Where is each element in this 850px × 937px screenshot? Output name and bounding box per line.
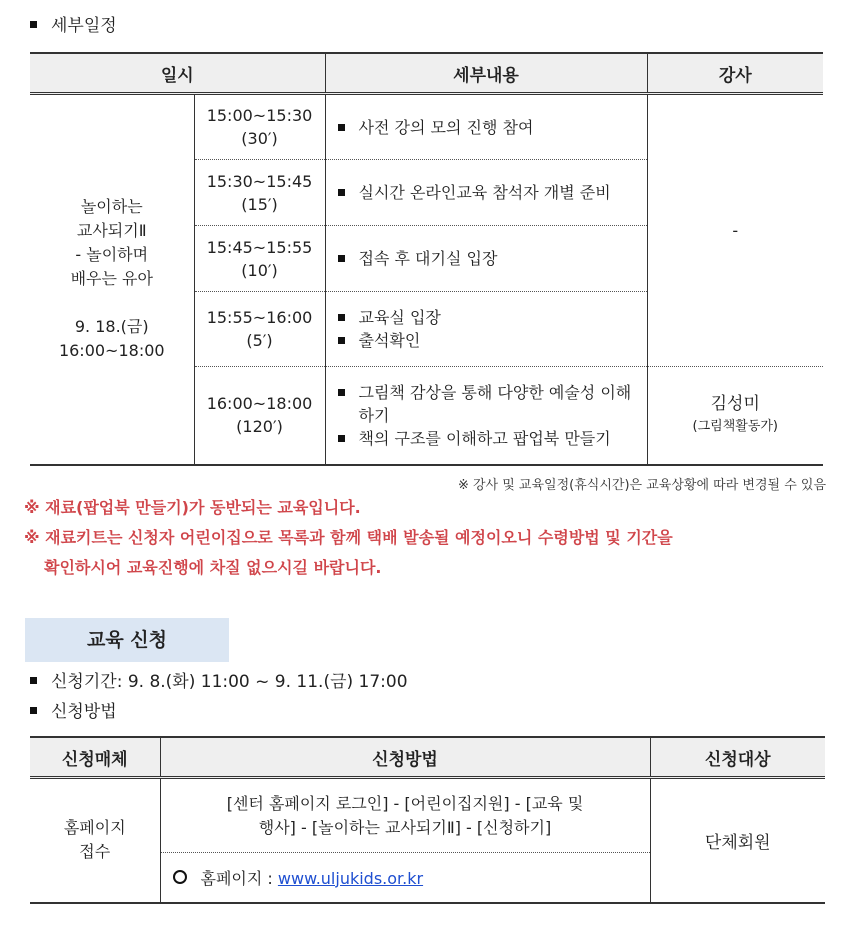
time-cell: 15:00~15:30 (30′) <box>194 94 325 160</box>
content-cell: 그림책 감상을 통해 다양한 예술성 이해하기 책의 구조를 이해하고 팝업북 만들기 <box>325 367 647 465</box>
content-cell: 접속 후 대기실 입장 <box>325 226 647 292</box>
table-row <box>30 778 825 853</box>
header-target: 신청대상 <box>650 737 825 778</box>
header-datetime: 일시 <box>30 53 325 94</box>
apply-header-row <box>30 737 825 778</box>
content-cell: 실시간 온라인교육 참석자 개별 준비 <box>325 160 647 226</box>
apply-method-label: 신청방법 <box>30 700 117 724</box>
square-bullet-icon <box>30 677 37 684</box>
time-cell: 15:30~15:45 (15′) <box>194 160 325 226</box>
time-cell: 16:00~18:00 (120′) <box>194 367 325 465</box>
instructor-blank-cell: - <box>647 94 823 367</box>
program-date: 9. 18.(금) <box>74 317 149 337</box>
time-cell: 15:45~15:55 (10′) <box>194 226 325 292</box>
target-cell: 단체회원 <box>650 778 825 903</box>
material-note: ※ 재료(팝업북 만들기)가 동반되는 교육입니다. <box>24 498 361 517</box>
schedule-change-note: ※ 강사 및 교육일정(휴식시간)은 교육상황에 따라 변경될 수 있음 <box>457 478 826 493</box>
square-bullet-icon <box>338 189 345 196</box>
schedule-header-row <box>30 53 823 94</box>
square-bullet-icon <box>30 707 37 714</box>
square-bullet-icon <box>338 337 345 344</box>
square-bullet-icon <box>338 124 345 131</box>
table-row <box>30 94 823 160</box>
method-path-cell: [센터 홈페이지 로그인] - [어린이집지원] - [교육 및 행사] - [놀이하는 교사되기Ⅱ] - [신청하기] <box>160 778 650 853</box>
apply-table <box>30 736 825 904</box>
instructor-title: (그림책활동가) <box>692 419 779 435</box>
content-cell: 사전 강의 모의 진행 참여 <box>325 94 647 160</box>
kit-delivery-note: ※ 재료키트는 신청자 어린이집으로 목록과 함께 택배 발송될 예정이오니 수령방법 및 기간을 <box>24 528 673 547</box>
instructor-cell <box>647 367 823 465</box>
header-medium: 신청매체 <box>30 737 160 778</box>
medium-cell: 홈페이지 접수 <box>63 818 126 862</box>
schedule-heading: 세부일정 <box>30 14 117 38</box>
apply-period: 신청기간: 9. 8.(화) 11:00 ~ 9. 11.(금) 17:00 <box>30 670 408 694</box>
header-content: 세부내용 <box>325 53 647 94</box>
header-instructor: 강사 <box>647 53 823 94</box>
square-bullet-icon <box>338 435 345 442</box>
content-cell: 교육실 입장 출석확인 <box>325 292 647 367</box>
section-title: 교육 신청 <box>25 618 229 662</box>
program-time: 16:00~18:00 <box>58 341 165 361</box>
homepage-cell: 홈페이지 : www.uljukids.or.kr <box>160 853 650 903</box>
program-cell: 놀이하는 교사되기Ⅱ - 놀이하며 배우는 유아 9. 18.(금) 16:00~18:00 <box>30 94 194 465</box>
header-method: 신청방법 <box>160 737 650 778</box>
instructor-name: 김성미 <box>710 394 760 415</box>
square-bullet-icon <box>338 314 345 321</box>
time-cell: 15:55~16:00 (5′) <box>194 292 325 367</box>
schedule-table <box>30 52 823 466</box>
square-bullet-icon <box>338 389 345 396</box>
square-bullet-icon <box>338 255 345 262</box>
kit-delivery-note-cont: 확인하시어 교육진행에 차질 없으시길 바랍니다. <box>44 558 382 577</box>
square-bullet-icon <box>30 21 37 28</box>
circle-bullet-icon <box>173 870 187 884</box>
homepage-link[interactable]: www.uljukids.or.kr <box>277 868 424 888</box>
